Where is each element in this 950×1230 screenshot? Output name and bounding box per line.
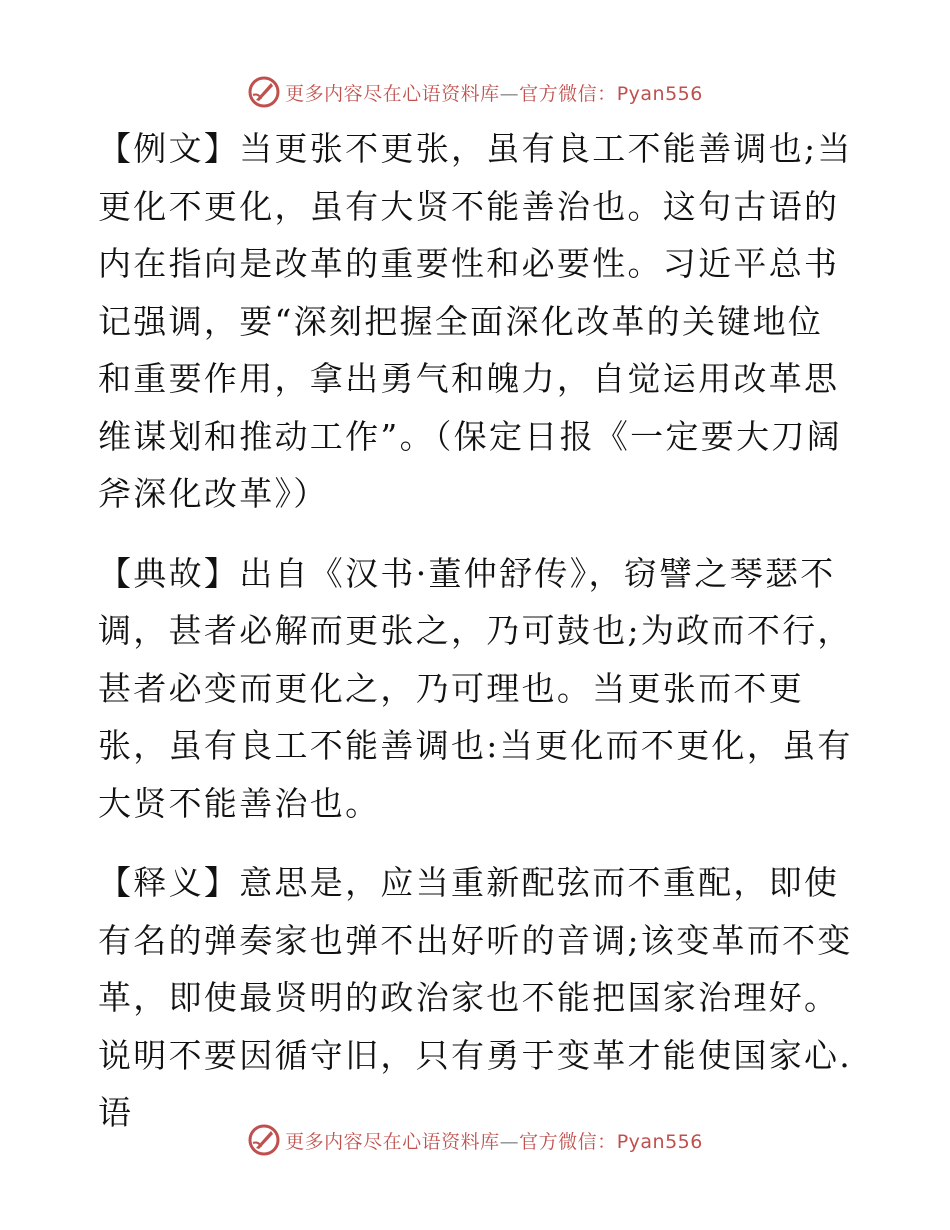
section-text: 当更张不更张，虽有良工不能善调也;当更化不更化，虽有大贤不能善治也。这句古语的内在指向是改革的重要性和必要性。习近平总书记强调，要“深刻把握全面深化改革的关键地位和重要作用，拿出勇气和魄力，自觉运用改革思维谋划和推动工作”。（保定日报《一定要大刀阔斧深化改革》） [98, 129, 853, 513]
banner-wechat-account: Pyan556 [616, 1130, 703, 1153]
banner-separator: — [499, 1130, 520, 1153]
footer-banner [0, 1120, 950, 1160]
banner-site-text: 更多内容尽在心语资料库 [285, 82, 500, 105]
document-body [98, 120, 858, 1164]
banner-text [285, 1127, 703, 1154]
section-text: 出自《汉书·董仲舒传》，窃譬之琴瑟不调，甚者必解而更张之，乃可鼓也;为政而不行，甚者必变而更化之，乃可理也。当更张而不更张，虽有良工不能善调也:当更化而不更化，虽有大贤不能善治也。 [98, 553, 853, 823]
quill-circle-icon [247, 75, 281, 109]
header-banner [0, 72, 950, 112]
banner-site-text: 更多内容尽在心语资料库 [285, 1130, 500, 1153]
section-label: 【例文】 [98, 129, 240, 168]
section-label: 【典故】 [98, 553, 240, 593]
banner-separator: — [499, 82, 520, 105]
quill-circle-icon [247, 1123, 281, 1157]
section-text: 意思是，应当重新配弦而不重配，即使有名的弹奏家也弹不出好听的音调;该变革而不变革，即使最贤明的政治家也不能把国家治理好。说明不要因循守旧，只有勇于变革才能使国家心.语 [98, 863, 853, 1132]
section-interpretation [98, 854, 858, 1142]
banner-wechat-label: 官方微信： [519, 82, 617, 105]
section-allusion [98, 545, 858, 833]
section-label: 【释义】 [98, 863, 240, 902]
banner-wechat-label: 官方微信： [519, 1130, 617, 1153]
banner-wechat-account: Pyan556 [616, 82, 703, 105]
section-example [98, 120, 858, 523]
banner-text [285, 79, 703, 106]
